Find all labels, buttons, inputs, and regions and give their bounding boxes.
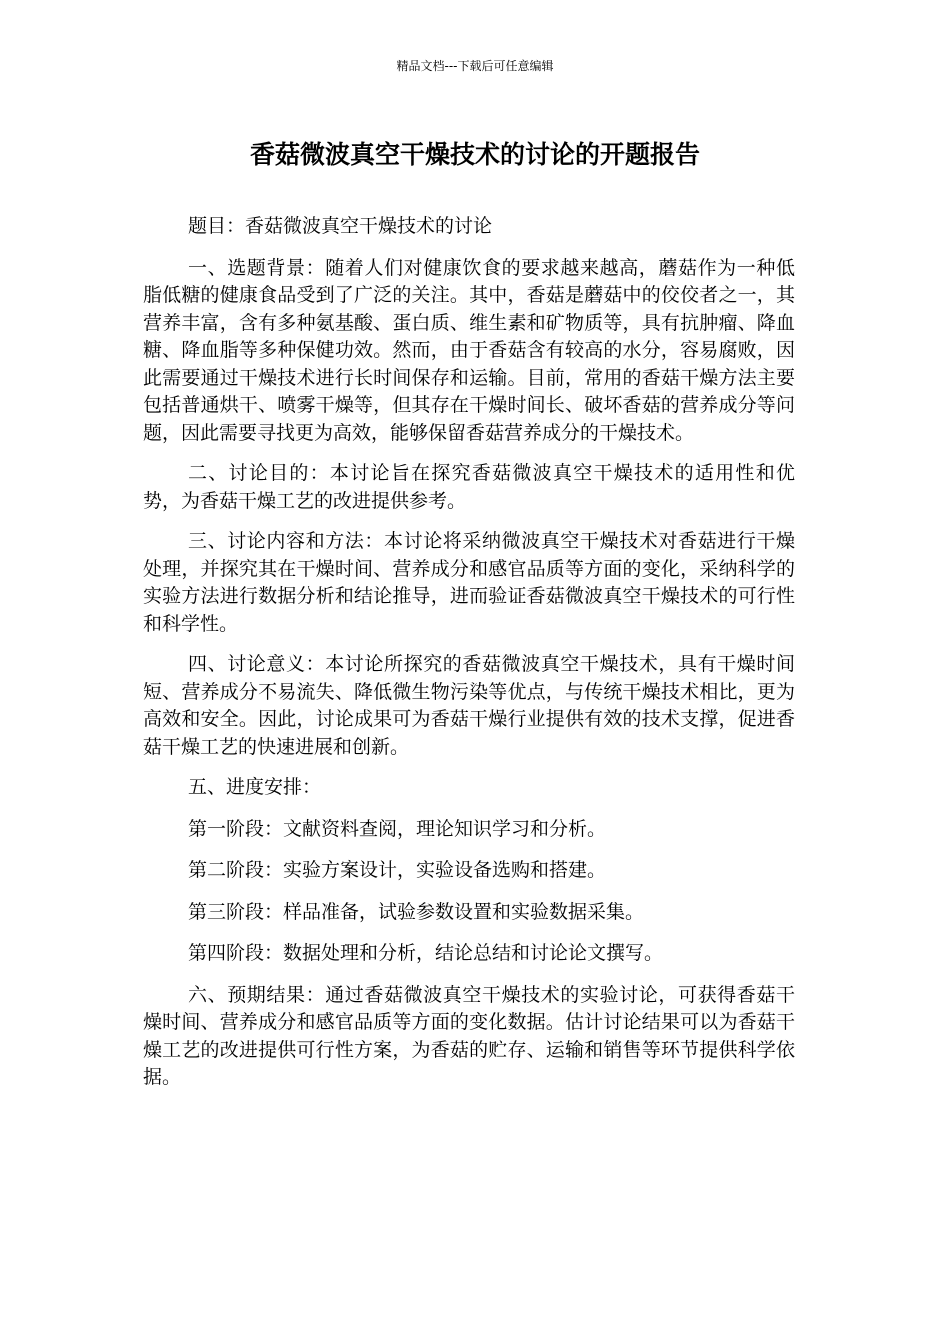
header-note: 精品文档---下载后可任意编辑 — [396, 59, 554, 73]
section-background: 一、选题背景：随着人们对健康饮食的要求越来越高，蘑菇作为一种低脂低糖的健康食品受到了广泛的关注。其中，香菇是蘑菇中的佼佼者之一，其营养丰富，含有多种氨基酸、蛋白质、维生素和矿物质等，具有抗肿瘤、降血糖、降血脂等多种保健功效。然而，由于香菇含有较高的水分，容易腐败，因此需要通过干燥技术进行长时间保存和运输。目前，常用的香菇干燥方法主要包括普通烘干、喷雾干燥等，但其存在干燥时间长、破坏香菇的营养成分等问题，因此需要寻找更为高效，能够保留香菇营养成分的干燥技术。 — [143, 256, 795, 444]
section-significance: 四、讨论意义：本讨论所探究的香菇微波真空干燥技术，具有干燥时间短、营养成分不易流失、降低微生物污染等优点，与传统干燥技术相比，更为高效和安全。因此，讨论成果可为香菇干燥行业提供有效的技术支撑，促进香菇干燥工艺的快速进展和创新。 — [143, 653, 795, 758]
schedule-item: 第二阶段：实验方案设计，实验设备选购和搭建。 — [188, 859, 607, 881]
section-content-method: 三、讨论内容和方法：本讨论将采纳微波真空干燥技术对香菇进行干燥处理，并探究其在干燥时间、营养成分和感官品质等方面的变化，采纳科学的实验方法进行数据分析和结论推导，进而验证香菇微波真空干燥技术的可行性和科学性。 — [143, 530, 795, 635]
section-expected-results: 六、预期结果：通过香菇微波真空干燥技术的实验讨论，可获得香菇干燥时间、营养成分和感官品质等方面的变化数据。估计讨论结果可以为香菇干燥工艺的改进提供可行性方案，为香菇的贮存、运输和销售等环节提供科学依据。 — [143, 983, 795, 1088]
document-body — [143, 213, 795, 1105]
section-schedule-heading: 五、进度安排： — [188, 776, 322, 798]
section-purpose: 二、讨论目的：本讨论旨在探究香菇微波真空干燥技术的适用性和优势，为香菇干燥工艺的改进提供参考。 — [143, 462, 795, 512]
schedule-item: 第四阶段：数据处理和分析，结论总结和讨论论文撰写。 — [188, 942, 664, 964]
schedule-item: 第一阶段：文献资料查阅，理论知识学习和分析。 — [188, 817, 607, 840]
document-title: 香菇微波真空干燥技术的讨论的开题报告 — [249, 140, 700, 169]
topic-line: 题目：香菇微波真空干燥技术的讨论 — [188, 215, 493, 237]
schedule-item: 第三阶段：样品准备，试验参数设置和实验数据采集。 — [188, 900, 645, 923]
